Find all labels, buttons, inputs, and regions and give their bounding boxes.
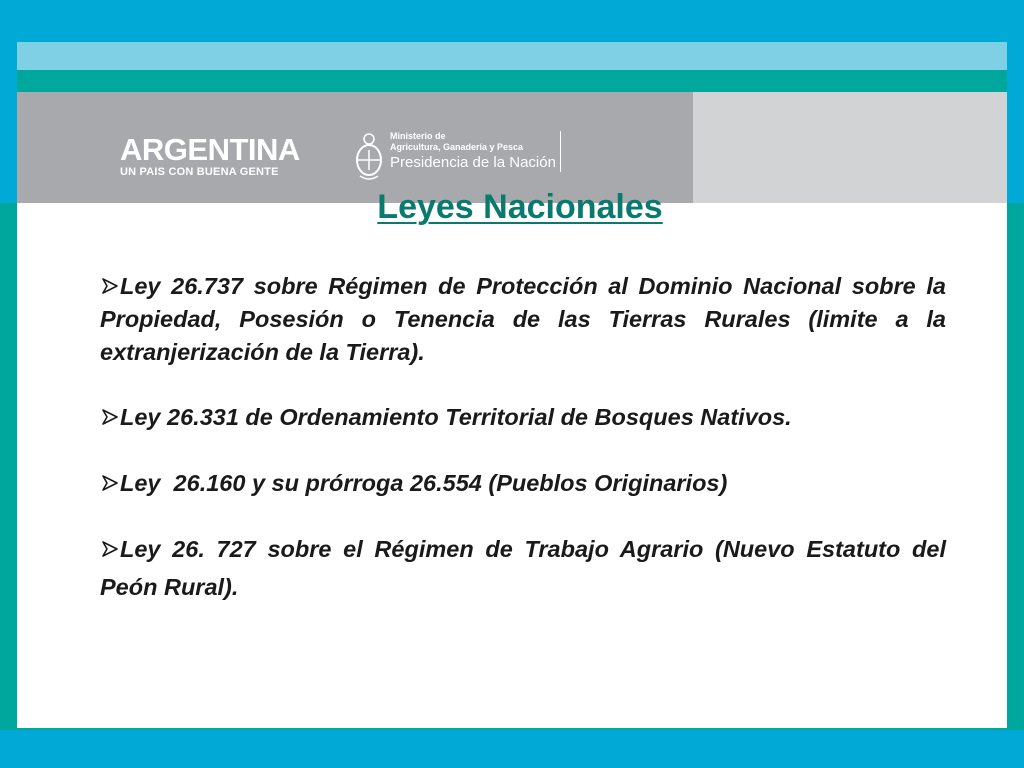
header-banner-right — [693, 92, 1007, 203]
list-item — [100, 270, 946, 369]
arrowhead-bullet-icon — [100, 407, 120, 427]
top-light-stripe — [17, 42, 1007, 70]
arrowhead-bullet-icon — [100, 276, 120, 296]
arrowhead-bullet-icon — [100, 539, 120, 559]
ministry-logo — [390, 131, 561, 172]
ministry-line-3: Presidencia de la Nación — [390, 154, 556, 171]
list-item-text: Ley 26.331 de Ordenamiento Territorial de Bosques Nativos. — [120, 404, 792, 430]
brand-title: ARGENTINA — [120, 132, 300, 167]
ministry-line-1: Ministerio de — [390, 131, 446, 141]
law-list — [100, 270, 946, 606]
list-item-text: Ley 26.737 sobre Régimen de Protección al Dominio Nacional sobre la Propiedad, Posesión o Tenencia de las Tierras Rurales (limite a la extranjerización de la Tierra). — [100, 273, 946, 365]
arrowhead-bullet-icon — [100, 473, 120, 493]
argentina-logo — [120, 134, 300, 178]
list-item-text: Ley 26.160 y su prórroga 26.554 (Pueblos Originarios) — [120, 470, 728, 496]
page-title: Leyes Nacionales — [377, 188, 663, 226]
brand-slogan: UN PAIS CON BUENA GENTE — [120, 166, 279, 178]
list-item — [100, 467, 946, 500]
list-item — [100, 530, 946, 606]
top-teal-stripe — [17, 70, 1007, 92]
list-item-text: Ley 26. 727 sobre el Régimen de Trabajo Agrario (Nuevo Estatuto del Peón Rural). — [100, 536, 946, 600]
national-coat-of-arms-icon — [354, 132, 384, 182]
list-item — [100, 401, 946, 434]
ministry-line-2: Agricultura, Ganadería y Pesca — [390, 142, 524, 152]
